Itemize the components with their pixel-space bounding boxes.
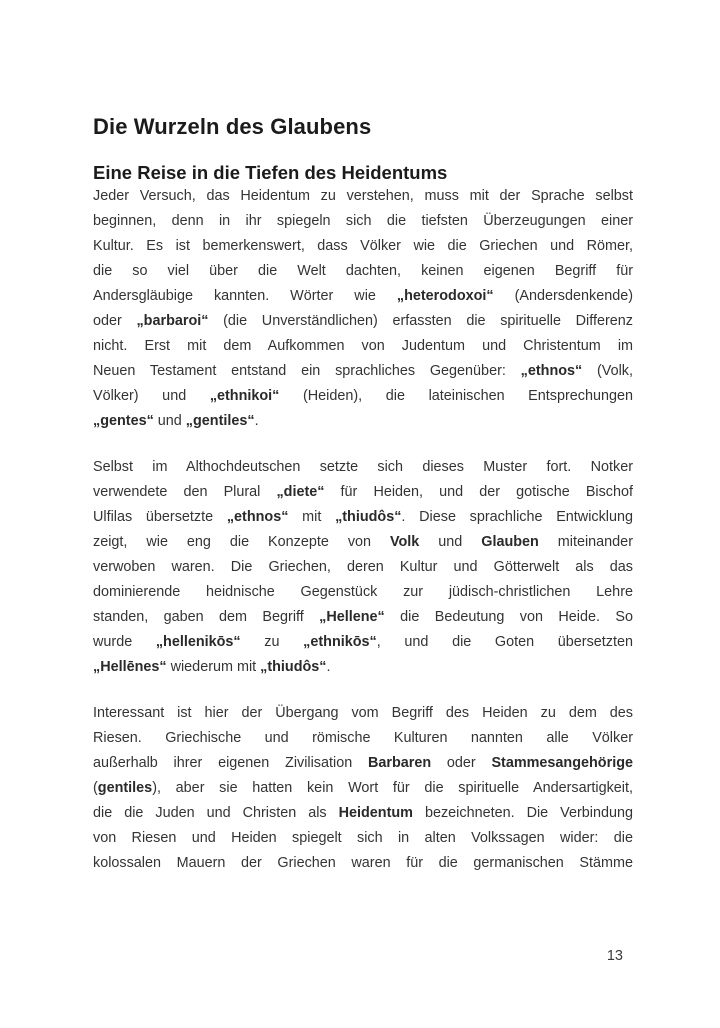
text-line (93, 234, 633, 259)
text-line (93, 851, 633, 876)
bold-term: „ethnikōs“ (303, 634, 377, 650)
text-segment: zu (240, 634, 304, 650)
text-segment: oder (93, 313, 137, 329)
text-segment: ), aber sie hatten kein Wort für die spirituelle Andersartigkeit, (152, 780, 633, 796)
text-segment: . Diese sprachliche Entwicklung (401, 509, 633, 525)
text-line (93, 284, 633, 309)
text-segment: verwoben waren. Die Griechen, deren Kultur und Götterwelt als das (93, 559, 633, 575)
paragraph (93, 701, 633, 876)
bold-term: „gentes“ (93, 413, 154, 429)
text-line (93, 605, 633, 630)
text-line (93, 480, 633, 505)
bold-term: Heidentum (338, 805, 413, 821)
text-line (93, 505, 633, 530)
text-segment: Neuen Testament entstand ein sprachliches Gegenüber: (93, 363, 521, 379)
text-segment: standen, gaben dem Begriff (93, 609, 320, 625)
bold-term: „thiudôs“ (260, 659, 327, 675)
bold-term: Volk (389, 534, 420, 550)
text-segment: (Andersdenkende) (493, 288, 633, 304)
text-line (93, 409, 633, 434)
bold-term: „Hellene“ (319, 609, 385, 625)
text-segment: , und die Goten übersetzten (376, 634, 633, 650)
text-line (93, 655, 633, 680)
text-segment: Ulfilas übersetzte (93, 509, 227, 525)
bold-term: „thiudôs“ (335, 509, 402, 525)
bold-term: „gentiles“ (185, 413, 255, 429)
bold-term: „ethnos“ (226, 509, 289, 525)
text-segment: wiederum mit (166, 659, 261, 675)
text-line (93, 801, 633, 826)
text-segment: zeigt, wie eng die Konzepte von (93, 534, 390, 550)
text-line (93, 184, 633, 209)
text-segment: mit (288, 509, 336, 525)
text-segment: . (326, 659, 331, 675)
text-segment: die Bedeutung von Heide. So (384, 609, 633, 625)
text-line (93, 334, 633, 359)
text-segment: für Heiden, und der gotische Bischof (324, 484, 633, 500)
text-line (93, 530, 633, 555)
page-title: Die Wurzeln des Glaubens (93, 113, 372, 139)
text-segment: Selbst im Althochdeutschen setzte sich dieses Muster fort. Notker (93, 459, 633, 475)
text-segment: Völker) und (93, 388, 210, 404)
text-segment: Riesen. Griechische und römische Kulturen nannten alle Völker (93, 730, 633, 746)
text-segment: Andersgläubige kannten. Wörter wie (93, 288, 397, 304)
paragraph (93, 184, 633, 434)
bold-term: „heterodoxoi“ (396, 288, 494, 304)
text-segment: (Volk, (582, 363, 633, 379)
page-number: 13 (606, 948, 623, 964)
text-segment: von Riesen und Heiden spiegelt sich in alten Volkssagen wider: die (93, 830, 633, 846)
section-subtitle: Eine Reise in die Tiefen des Heidentums (93, 162, 448, 184)
text-line (93, 259, 633, 284)
text-segment: nicht. Erst mit dem Aufkommen von Judentum und Christentum im (93, 338, 633, 354)
text-line (93, 826, 633, 851)
text-segment: Jeder Versuch, das Heidentum zu verstehen, muss mit der Sprache selbst (93, 188, 633, 204)
text-line (93, 726, 633, 751)
bold-term: „diete“ (276, 484, 325, 500)
text-line (93, 359, 633, 384)
bold-term: „ethnikoi“ (209, 388, 280, 404)
text-line (93, 580, 633, 605)
bold-term: Glauben (481, 534, 539, 550)
text-segment: verwendete den Plural (93, 484, 277, 500)
bold-term: Barbaren (367, 755, 432, 771)
bold-term: „ethnos“ (520, 363, 583, 379)
text-segment: Kultur. Es ist bemerkenswert, dass Völker wie die Griechen und Römer, (93, 238, 633, 254)
text-segment: Interessant ist hier der Übergang vom Begriff des Heiden zu dem des (93, 705, 633, 721)
bold-term: gentiles (97, 780, 153, 796)
text-segment: beginnen, denn in ihr spiegeln sich die tiefsten Überzeugungen einer (93, 213, 633, 229)
text-segment: (die Unverständlichen) erfassten die spirituelle Differenz (208, 313, 633, 329)
text-segment: außerhalb ihrer eigenen Zivilisation (93, 755, 368, 771)
text-line (93, 630, 633, 655)
bold-term: Stammesangehörige (491, 755, 633, 771)
text-segment: (Heiden), die lateinischen Entsprechungen (279, 388, 633, 404)
text-segment: . (254, 413, 259, 429)
text-line (93, 384, 633, 409)
text-line (93, 309, 633, 334)
text-line (93, 776, 633, 801)
text-segment: und (419, 534, 482, 550)
text-segment: wurde (93, 634, 156, 650)
bold-term: „barbaroi“ (136, 313, 209, 329)
text-segment: kolossalen Mauern der Griechen waren für die germanischen Stämme (93, 855, 633, 871)
text-line (93, 209, 633, 234)
document-body (93, 184, 633, 897)
text-segment: dominierende heidnische Gegenstück zur jüdisch-christlichen Lehre (93, 584, 633, 600)
text-segment: die so viel über die Welt dachten, keinen eigenen Begriff für (93, 263, 633, 279)
text-segment: und (153, 413, 186, 429)
text-line (93, 751, 633, 776)
text-line (93, 701, 633, 726)
bold-term: „Hellēnes“ (93, 659, 167, 675)
paragraph (93, 455, 633, 680)
text-segment: bezeichneten. Die Verbindung (412, 805, 633, 821)
text-segment: die die Juden und Christen als (93, 805, 339, 821)
text-segment: ( (93, 780, 98, 796)
text-segment: miteinander (538, 534, 633, 550)
text-segment: oder (431, 755, 492, 771)
text-line (93, 555, 633, 580)
text-line (93, 455, 633, 480)
bold-term: „hellenikōs“ (155, 634, 241, 650)
